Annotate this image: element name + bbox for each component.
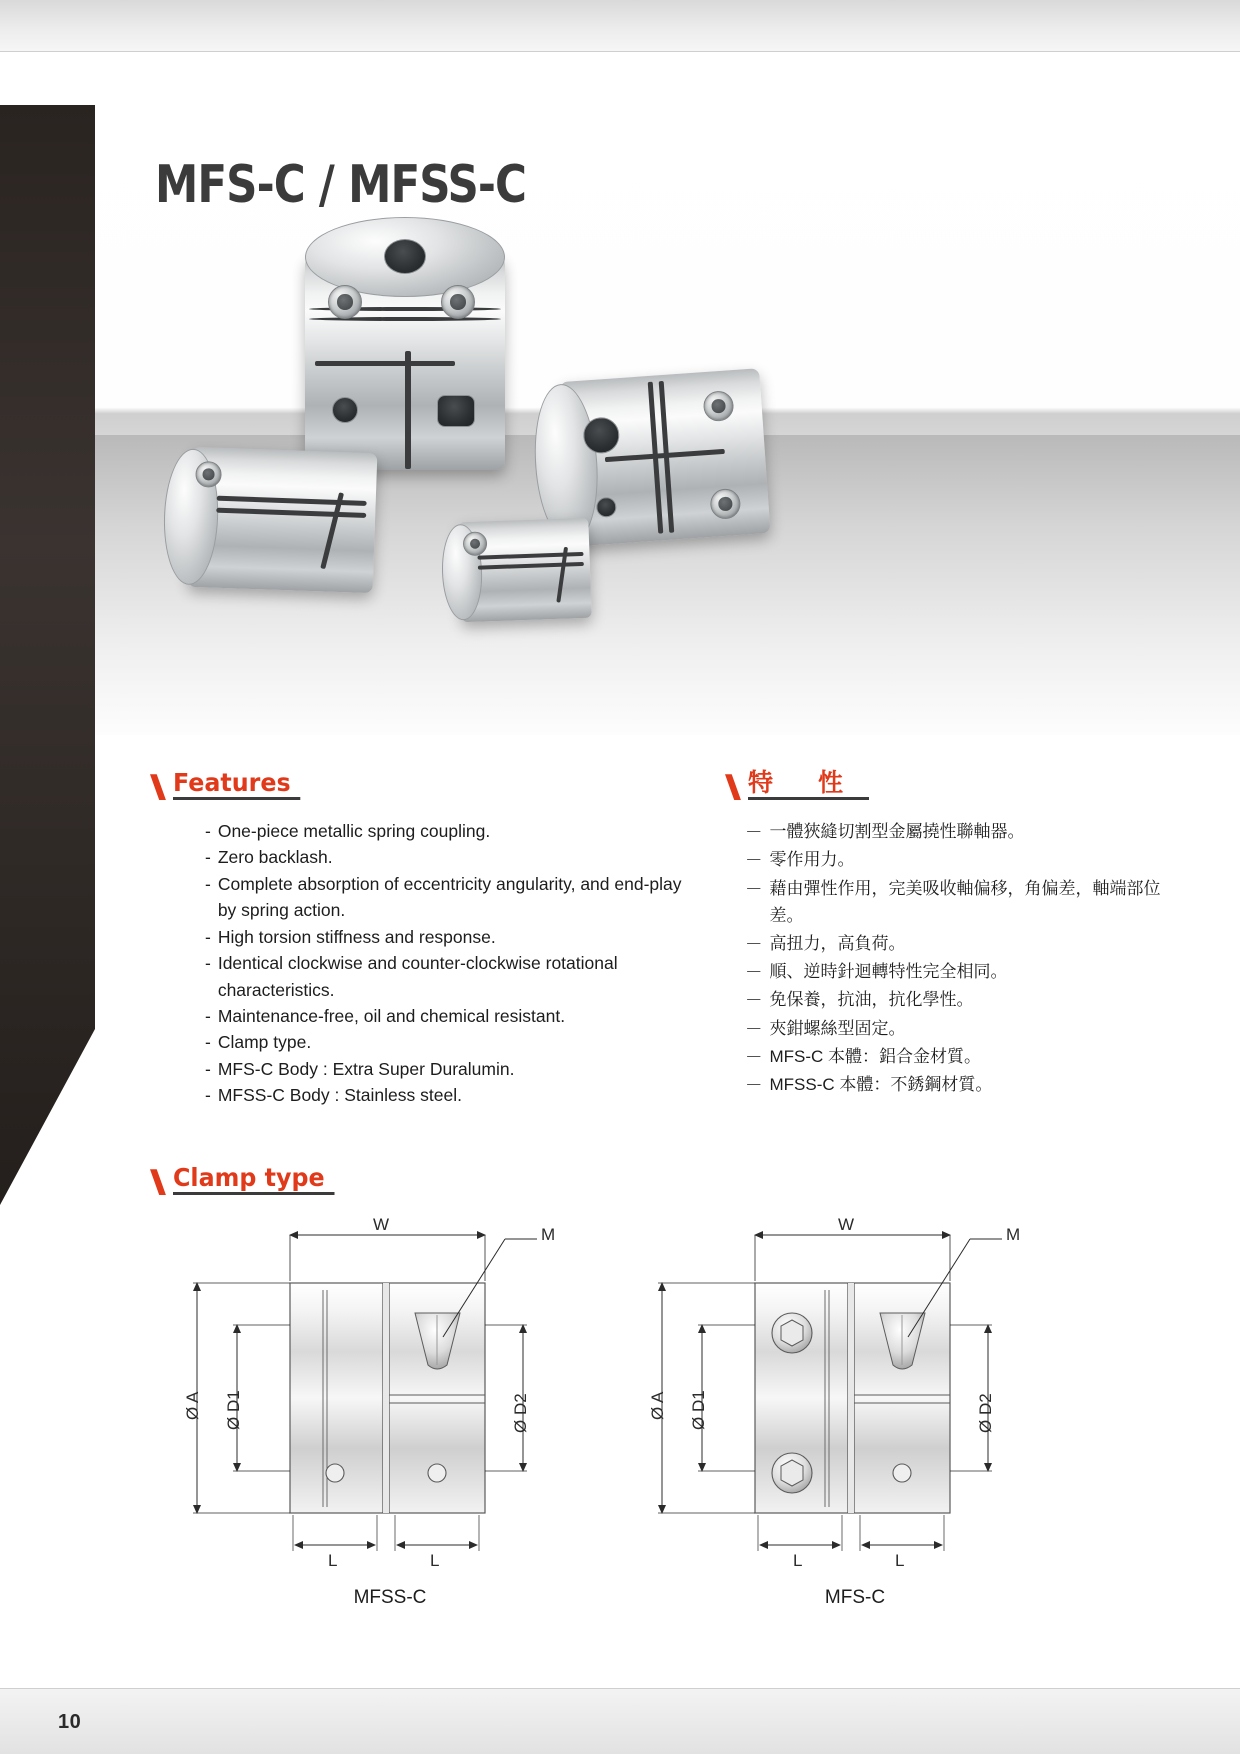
product-photo: [170, 150, 820, 570]
page-title: MFS-C / MFSS-C: [155, 155, 527, 215]
list-item: － 順、逆時針迴轉特性完全相同。: [745, 958, 1165, 986]
drawing-mfs-c: [640, 1215, 1060, 1615]
features-list-cjk: [745, 818, 1165, 1100]
list-bullet: －: [745, 850, 763, 871]
list-bullet: -: [205, 1085, 211, 1106]
coupling-large: [305, 255, 505, 470]
list-item: - High torsion stiffness and response.: [205, 924, 685, 950]
heading-marker-icon-clamp: [150, 1169, 166, 1195]
bottom-band: [0, 1688, 1240, 1754]
list-bullet: －: [745, 933, 763, 954]
dim-a-label: Ø A: [183, 1391, 202, 1420]
list-item: － 夾鉗螺絲型固定。: [745, 1015, 1165, 1043]
dim-l-right-label: L: [430, 1551, 440, 1570]
dim-l-right-label-2: L: [895, 1551, 905, 1570]
dim-l-left-label: L: [328, 1551, 338, 1570]
list-bullet: -: [205, 873, 211, 894]
list-item: - Maintenance-free, oil and chemical resistant.: [205, 1003, 685, 1029]
list-item: － MFS-C 本體：鋁合金材質。: [745, 1043, 1165, 1071]
page-number: 10: [58, 1711, 82, 1733]
list-bullet: -: [205, 953, 211, 974]
list-bullet: －: [745, 878, 763, 899]
heading-marker-icon-cjk: [725, 774, 741, 800]
dim-w-label: W: [373, 1215, 390, 1234]
features-heading-label-cjk: 特 性: [748, 770, 869, 800]
dim-d1-label: Ø D1: [224, 1390, 243, 1430]
list-bullet: －: [745, 822, 763, 842]
dim-d1-label-2: Ø D1: [689, 1390, 708, 1430]
list-bullet: -: [205, 926, 211, 947]
clamp-type-heading-label: Clamp type: [173, 1165, 334, 1195]
dim-d2-label-2: Ø D2: [976, 1393, 995, 1433]
list-bullet: -: [205, 821, 211, 841]
coupling-small: [458, 518, 591, 622]
clamp-type-heading: [150, 1165, 343, 1195]
list-item: - Complete absorption of eccentricity angularity, and end-play by spring action.: [205, 871, 685, 924]
list-bullet: -: [205, 847, 211, 868]
coupling-left: [188, 447, 378, 593]
heading-marker-icon: [150, 774, 166, 800]
dim-l-left-label-2: L: [793, 1551, 803, 1570]
list-item: - One-piece metallic spring coupling.: [205, 818, 685, 844]
features-list-en: [205, 818, 685, 1109]
list-bullet: －: [745, 1047, 763, 1068]
list-item: － 一體狹縫切割型金屬撓性聯軸器。: [745, 818, 1165, 846]
list-bullet: -: [205, 1058, 211, 1079]
dim-w-label-2: W: [838, 1215, 855, 1234]
list-bullet: －: [745, 1075, 763, 1096]
top-band: [0, 0, 1240, 52]
dim-a-label-2: Ø A: [648, 1391, 667, 1420]
list-item: － MFSS-C 本體：不銹鋼材質。: [745, 1071, 1165, 1099]
list-item: - Identical clockwise and counter-clockwise rotational characteristics.: [205, 950, 685, 1003]
list-item: - MFS-C Body : Extra Super Duralumin.: [205, 1056, 685, 1082]
drawing-mfss-c: [175, 1215, 595, 1615]
list-item: － 高扭力，高負荷。: [745, 930, 1165, 958]
features-heading-cjk: [725, 770, 869, 800]
dim-m-label: M: [541, 1225, 556, 1244]
list-item: － 零作用力。: [745, 846, 1165, 874]
drawing-caption-mfs-c: MFS-C: [824, 1587, 886, 1608]
list-item: - Clamp type.: [205, 1029, 685, 1055]
list-item: － 免保養，抗油，抗化學性。: [745, 986, 1165, 1014]
list-bullet: -: [205, 1032, 211, 1053]
dim-d2-label: Ø D2: [511, 1393, 530, 1433]
features-heading-label: Features: [173, 770, 300, 800]
list-bullet: －: [745, 962, 763, 983]
drawing-caption-mfss-c: MFSS-C: [353, 1587, 427, 1608]
dim-m-label-2: M: [1006, 1225, 1021, 1244]
list-item: - Zero backlash.: [205, 844, 685, 870]
left-dark-wedge: [0, 105, 95, 1205]
list-item: - MFSS-C Body : Stainless steel.: [205, 1082, 685, 1108]
list-bullet: -: [205, 1005, 211, 1026]
list-bullet: －: [745, 1018, 763, 1039]
list-bullet: －: [745, 990, 763, 1011]
list-item: － 藉由彈性作用，完美吸收軸偏移，角偏差，軸端部位差。: [745, 875, 1165, 930]
features-heading-en: [150, 770, 307, 800]
coupling-right: [559, 368, 770, 547]
